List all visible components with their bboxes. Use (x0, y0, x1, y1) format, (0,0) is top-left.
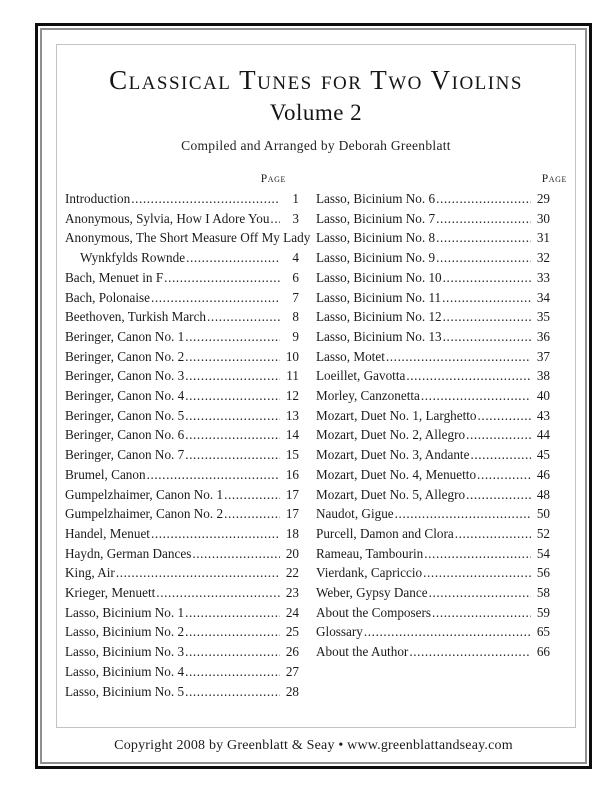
toc-entry-page-number: 50 (536, 506, 550, 522)
toc-entry-page-number: 30 (536, 210, 550, 226)
toc-entry (65, 465, 299, 485)
toc-entry-title: Lasso, Bicinium No. 4 (65, 663, 185, 679)
toc-entry (316, 445, 550, 465)
toc-dot-leader (151, 524, 280, 544)
toc-dot-leader (442, 288, 531, 308)
toc-entry (65, 327, 299, 347)
toc-entry (65, 366, 299, 386)
toc-entry (65, 563, 299, 583)
inner-border-frame (56, 44, 576, 728)
toc-entry-page-number: 28 (285, 683, 299, 699)
toc-entry-title: Brumel, Canon (65, 466, 146, 482)
toc-entry-page-number: 11 (286, 368, 299, 384)
toc-entry (65, 524, 299, 544)
toc-entry-title: Lasso, Bicinium No. 6 (316, 191, 436, 206)
toc-entry-page-number: 17 (285, 506, 299, 522)
toc-entry-title: Mozart, Duet No. 5, Allegro (316, 486, 466, 502)
toc-dot-leader (185, 603, 280, 623)
toc-entry (65, 268, 299, 288)
toc-entry-title: Mozart, Duet No. 4, Menuetto (316, 466, 477, 482)
toc-dot-leader (185, 386, 280, 406)
toc-entry (316, 347, 550, 367)
toc-entry-page-number: 56 (536, 565, 550, 581)
toc-entry (316, 386, 550, 406)
toc-dot-leader (432, 603, 531, 623)
toc-entry-page-number: 16 (285, 466, 299, 482)
toc-entry (65, 288, 299, 308)
toc-dot-leader (207, 307, 280, 327)
toc-entry-title: Weber, Gypsy Dance (316, 585, 428, 601)
toc-entry-page-number: 20 (285, 545, 299, 561)
toc-dot-leader (436, 189, 531, 209)
toc-dot-leader (147, 465, 280, 485)
toc-dot-leader (224, 504, 280, 524)
toc-entry (65, 544, 299, 564)
toc-entry-title: Lasso, Bicinium No. 3 (65, 644, 185, 660)
toc-entry (316, 327, 550, 347)
toc-entry (65, 642, 299, 662)
toc-dot-leader (429, 583, 531, 603)
toc-dot-leader (406, 366, 531, 386)
toc-entry-title: Beringer, Canon No. 2 (65, 348, 185, 364)
toc-entry (65, 662, 299, 682)
toc-entry-page-number: 12 (285, 388, 299, 404)
toc-dot-leader (466, 425, 531, 445)
toc-dot-leader (185, 445, 280, 465)
toc-entry (316, 622, 550, 642)
toc-entry-title: King, Air (65, 565, 115, 581)
toc-dot-leader (185, 425, 280, 445)
toc-dot-leader (185, 622, 280, 642)
toc-entry-title: Wynkfylds Rownde (80, 250, 186, 266)
toc-entry-page-number: 48 (536, 486, 550, 502)
toc-dot-leader (436, 228, 531, 248)
toc-entry-title: About the Composers (316, 604, 432, 620)
toc-dot-leader (424, 544, 531, 564)
toc-entry-title: Purcell, Damon and Clora (316, 525, 454, 541)
toc-entry (65, 307, 299, 327)
toc-entry-page-number: 32 (536, 250, 550, 266)
toc-entry-title: Lasso, Bicinium No. 11 (316, 289, 442, 305)
book-header (57, 45, 575, 154)
toc-entry-page-number: 66 (536, 644, 550, 660)
toc-dot-leader (364, 622, 531, 642)
toc-entry (65, 347, 299, 367)
toc-entry-page-number: 65 (536, 624, 550, 640)
toc-entry (65, 485, 299, 505)
toc-entry-page-number: 23 (285, 585, 299, 601)
toc-dot-leader (409, 642, 531, 662)
toc-dot-leader (164, 268, 280, 288)
book-title: Classical Tunes for Two Violins (109, 65, 523, 95)
toc-entry-title: Bach, Polonaise (65, 289, 150, 305)
toc-entry-title: Lasso, Bicinium No. 7 (316, 210, 436, 226)
toc-entry-page-number: 18 (285, 525, 299, 541)
toc-dot-leader (151, 288, 280, 308)
toc-entry (316, 268, 550, 288)
toc-dot-leader (443, 307, 531, 327)
toc-entry-page-number: 59 (536, 604, 550, 620)
toc-entry-title: Rameau, Tambourin (316, 545, 424, 561)
toc-entry (316, 189, 550, 209)
toc-entry-page-number: 27 (285, 663, 299, 679)
toc-dot-leader (185, 682, 280, 702)
toc-entry (316, 425, 550, 445)
toc-entry (316, 524, 550, 544)
toc-entry-title: Lasso, Bicinium No. 5 (65, 683, 185, 699)
toc-entry-page-number: 25 (285, 624, 299, 640)
volume-subtitle: Volume 2 (269, 100, 363, 125)
toc-entry-page-number: 40 (536, 388, 550, 404)
toc-entry (316, 504, 550, 524)
toc-entry-page-number: 26 (285, 644, 299, 660)
page-column-header-left: Page (260, 173, 286, 185)
toc-entry-title: Beringer, Canon No. 3 (65, 368, 185, 384)
toc-left-column (65, 172, 311, 701)
toc-entry-title: Anonymous, Sylvia, How I Adore You (65, 210, 270, 226)
toc-entry (65, 622, 299, 642)
toc-entry-page-number: 4 (292, 250, 299, 266)
toc-entry-page-number: 9 (292, 328, 299, 344)
toc-entry-title: Mozart, Duet No. 1, Larghetto (316, 407, 477, 423)
toc-entry (65, 445, 299, 465)
toc-entry-page-number: 13 (285, 407, 299, 423)
toc-entry (316, 406, 550, 426)
toc-entry (65, 248, 299, 268)
toc-dot-leader (443, 268, 531, 288)
toc-entry-page-number: 10 (285, 348, 299, 364)
toc-entry (65, 386, 299, 406)
toc-entry-title: Lasso, Bicinium No. 9 (316, 250, 436, 266)
toc-dot-leader (185, 327, 280, 347)
toc-dot-leader (478, 406, 531, 426)
toc-dot-leader (436, 248, 531, 268)
toc-entry-page-number: 54 (536, 545, 550, 561)
toc-entry-title: About the Author (316, 644, 409, 660)
toc-entry-title: Beringer, Canon No. 1 (65, 328, 185, 344)
toc-right-column (316, 172, 567, 701)
toc-entry (316, 248, 550, 268)
toc-entry-page-number: 29 (536, 191, 550, 206)
toc-entry-title: Beethoven, Turkish March (65, 309, 207, 325)
toc-dot-leader (185, 366, 280, 386)
byline: Compiled and Arranged by Deborah Greenblatt (181, 138, 451, 153)
toc-entry (316, 583, 550, 603)
toc-entry (65, 425, 299, 445)
toc-entry (65, 504, 299, 524)
toc-entry-page-number: 33 (536, 269, 550, 285)
toc-dot-leader (224, 485, 280, 505)
toc-entry (316, 228, 550, 248)
toc-entry (316, 485, 550, 505)
toc-entry-page-number: 46 (536, 466, 550, 482)
toc-entry-page-number: 36 (536, 328, 550, 344)
toc-entry-title: Introduction (65, 191, 131, 206)
toc-dot-leader (386, 347, 531, 367)
toc-dot-leader (186, 248, 280, 268)
toc-entry (316, 209, 550, 229)
toc-entry-title: Lasso, Bicinium No. 8 (316, 230, 436, 246)
toc-dot-leader (395, 504, 531, 524)
table-of-contents (57, 172, 575, 701)
toc-entry-page-number: 45 (536, 447, 550, 463)
toc-entry (316, 563, 550, 583)
toc-dot-leader (156, 583, 280, 603)
toc-dot-leader (192, 544, 280, 564)
toc-entry (316, 307, 550, 327)
toc-entry-title-wrapped: Anonymous, The Short Measure Off My Lady (65, 230, 311, 246)
toc-entry (316, 544, 550, 564)
toc-dot-leader (477, 465, 531, 485)
toc-entry-page-number: 8 (292, 309, 299, 325)
toc-entry-title: Gumpelzhaimer, Canon No. 2 (65, 506, 224, 522)
toc-entry-page-number: 37 (536, 348, 550, 364)
toc-entry (316, 366, 550, 386)
footer-copyright: Copyright 2008 by Greenblatt & Seay • www.greenblattandseay.com (114, 738, 513, 753)
toc-entry-title: Haydn, German Dances (65, 545, 192, 561)
toc-dot-leader (455, 524, 531, 544)
toc-entry-title: Mozart, Duet No. 3, Andante (316, 447, 470, 463)
toc-dot-leader (131, 189, 280, 209)
toc-entry-title: Mozart, Duet No. 2, Allegro (316, 427, 466, 443)
toc-entry (65, 583, 299, 603)
toc-entry-title: Lasso, Motet (316, 348, 385, 364)
toc-entry (65, 682, 299, 702)
toc-entry-title: Lasso, Bicinium No. 12 (316, 309, 442, 325)
toc-dot-leader (443, 327, 531, 347)
toc-dot-leader (470, 445, 531, 465)
toc-entry-title: Lasso, Bicinium No. 10 (316, 269, 442, 285)
toc-entry (65, 406, 299, 426)
toc-entry-page-number: 38 (536, 368, 550, 384)
toc-entry-title: Naudot, Gigue (316, 506, 394, 522)
toc-entry-page-number: 31 (536, 230, 550, 246)
toc-entry-title: Loeillet, Gavotta (316, 368, 406, 384)
toc-dot-leader (466, 485, 531, 505)
toc-entry-page-number: 6 (292, 269, 299, 285)
toc-entry-title: Lasso, Bicinium No. 13 (316, 328, 442, 344)
toc-dot-leader (270, 209, 280, 229)
toc-entry (65, 209, 299, 229)
toc-dot-leader (421, 386, 531, 406)
toc-entry-page-number: 43 (536, 407, 550, 423)
toc-entry-page-number: 3 (292, 210, 299, 226)
toc-entry-page-number: 22 (285, 565, 299, 581)
toc-entry-page-number: 15 (285, 447, 299, 463)
toc-entry-title: Krieger, Menuett (65, 585, 156, 601)
toc-entry-page-number: 44 (536, 427, 550, 443)
toc-entry-page-number: 34 (536, 289, 550, 305)
toc-entry-page-number: 24 (285, 604, 299, 620)
toc-dot-leader (185, 406, 280, 426)
toc-entry (316, 465, 550, 485)
toc-entry-page-number: 52 (536, 525, 550, 541)
toc-dot-leader (185, 642, 280, 662)
toc-entry-title: Bach, Menuet in F (65, 269, 164, 285)
toc-entry-title: Vierdank, Capriccio (316, 565, 423, 581)
toc-entry-page-number: 58 (536, 585, 550, 601)
toc-entry-title: Beringer, Canon No. 7 (65, 447, 185, 463)
toc-dot-leader (423, 563, 531, 583)
toc-entry (316, 642, 550, 662)
toc-entry-page-number: 7 (292, 289, 299, 305)
toc-dot-leader (116, 563, 280, 583)
toc-entry (65, 603, 299, 623)
toc-dot-leader (185, 347, 280, 367)
toc-dot-leader (185, 662, 280, 682)
toc-entry (316, 603, 550, 623)
toc-entry-page-number: 1 (292, 191, 299, 206)
toc-entry (65, 189, 299, 209)
toc-entry-title: Beringer, Canon No. 6 (65, 427, 185, 443)
toc-entry-page-number: 14 (285, 427, 299, 443)
toc-entry-title: Morley, Canzonetta (316, 388, 420, 404)
toc-entry-page-number: 35 (536, 309, 550, 325)
toc-entry-title: Gumpelzhaimer, Canon No. 1 (65, 486, 224, 502)
toc-entry-page-number: 17 (285, 486, 299, 502)
page-column-header-right: Page (541, 173, 567, 185)
toc-entry-title: Handel, Menuet (65, 525, 150, 541)
toc-entry-title: Lasso, Bicinium No. 1 (65, 604, 185, 620)
toc-entry-title: Beringer, Canon No. 5 (65, 407, 185, 423)
toc-dot-leader (436, 209, 531, 229)
toc-entry-title: Glossary (316, 624, 363, 640)
toc-entry (316, 288, 550, 308)
toc-entry-title: Lasso, Bicinium No. 2 (65, 624, 185, 640)
toc-entry-title: Beringer, Canon No. 4 (65, 388, 185, 404)
